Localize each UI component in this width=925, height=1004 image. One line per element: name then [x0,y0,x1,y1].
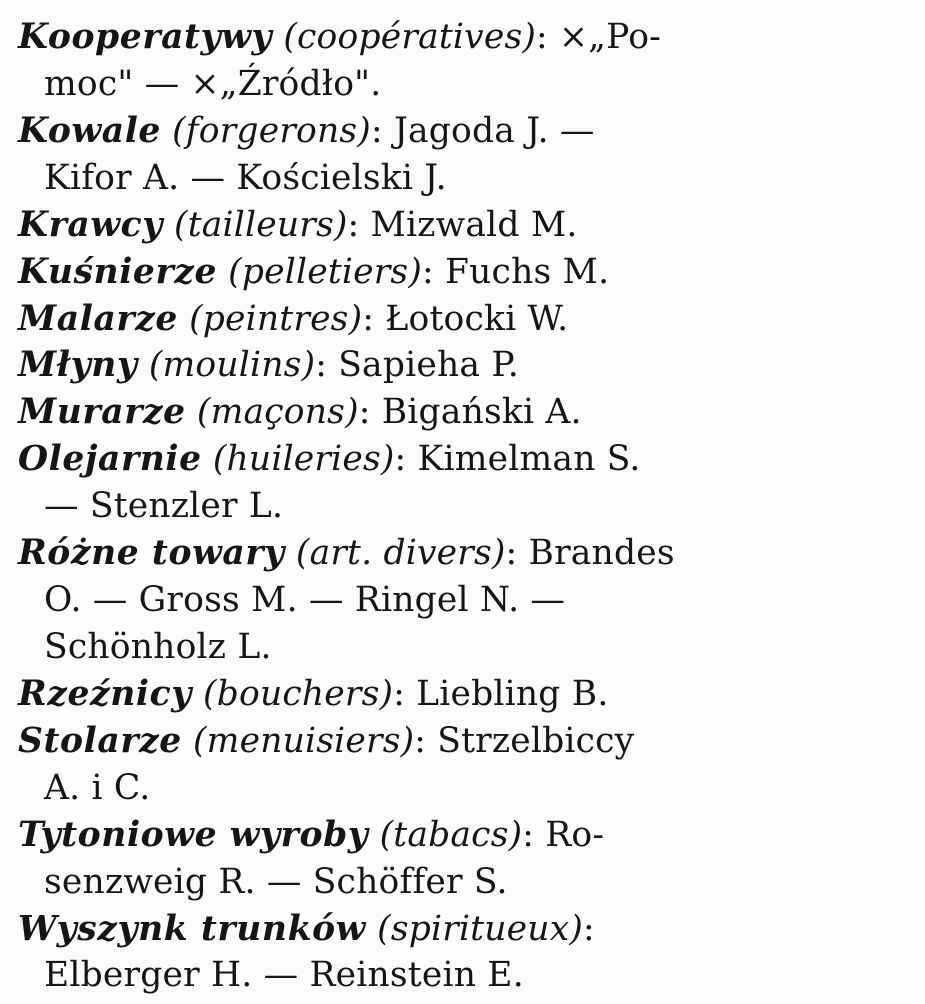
directory-entry [18,530,907,671]
french-translation: (moulins) [148,345,316,386]
directory-entry [18,718,907,812]
french-translation: (forgerons) [172,110,371,151]
directory-entry [18,296,907,343]
french-translation: (tailleurs) [174,204,348,245]
french-translation: (huileries) [212,439,395,480]
business-names: moc" — ×„Źródło". [44,63,382,104]
business-names: Elberger H. — Reinstein E. [44,955,524,996]
trade-directory-list [18,14,907,999]
business-names: : Kimelman S. [394,439,641,480]
business-names: senzweig R. — Schöffer S. [44,861,508,902]
trade-heading: Kowale [18,110,161,151]
business-names: : Sapieha P. [315,345,519,386]
directory-entry [18,389,907,436]
business-names: : Mizwald M. [347,204,578,245]
business-names: : Ro- [522,814,605,855]
business-names: A. i C. [44,767,151,808]
trade-heading: Malarze [18,298,178,339]
trade-heading: Kuśnierze [18,251,217,292]
trade-heading: Młyny [18,345,138,386]
french-translation: (spiritueux) [377,908,584,949]
business-names: Kifor A. — Kościelski J. [44,157,447,198]
trade-heading: Murarze [18,392,186,433]
business-names: : Bigański A. [358,392,582,433]
french-translation: (art. divers) [295,533,506,574]
trade-heading: Różne towary [18,533,285,574]
french-translation: (peintres) [189,298,363,339]
directory-entry [18,249,907,296]
business-names: : Łotocki W. [362,298,569,339]
directory-entry [18,202,907,249]
business-names: : Liebling B. [393,673,609,714]
trade-heading: Krawcy [18,204,163,245]
directory-entry [18,108,907,202]
french-translation: (menuisiers) [193,720,415,761]
directory-entry [18,671,907,718]
business-names: Schönholz L. [44,626,272,667]
french-translation: (tabacs) [379,814,523,855]
french-translation: (maçons) [196,392,359,433]
trade-heading: Wyszynk trunków [18,908,366,949]
french-translation: (bouchers) [203,673,394,714]
business-names: : Strzelbiccy [414,720,635,761]
business-names: : Brandes [505,533,675,574]
directory-entry [18,14,907,108]
directory-entry [18,436,907,530]
trade-heading: Tytoniowe wyroby [18,814,369,855]
trade-heading: Olejarnie [18,439,202,480]
directory-entry [18,812,907,906]
business-names: O. — Gross M. — Ringel N. — [44,580,566,621]
business-names: : ×„Po- [536,17,662,57]
trade-heading: Stolarze [18,720,182,761]
directory-entry [18,342,907,389]
business-names: — Stenzler L. [44,486,284,527]
trade-heading: Rzeźnicy [18,673,192,714]
business-names: : Fuchs M. [422,251,610,292]
business-names: : Jagoda J. — [370,110,595,151]
trade-heading: Kooperatywy [18,17,273,57]
business-names: : [583,908,595,949]
directory-entry [18,906,907,1000]
french-translation: (coopératives) [283,17,537,57]
french-translation: (pelletiers) [228,251,422,292]
